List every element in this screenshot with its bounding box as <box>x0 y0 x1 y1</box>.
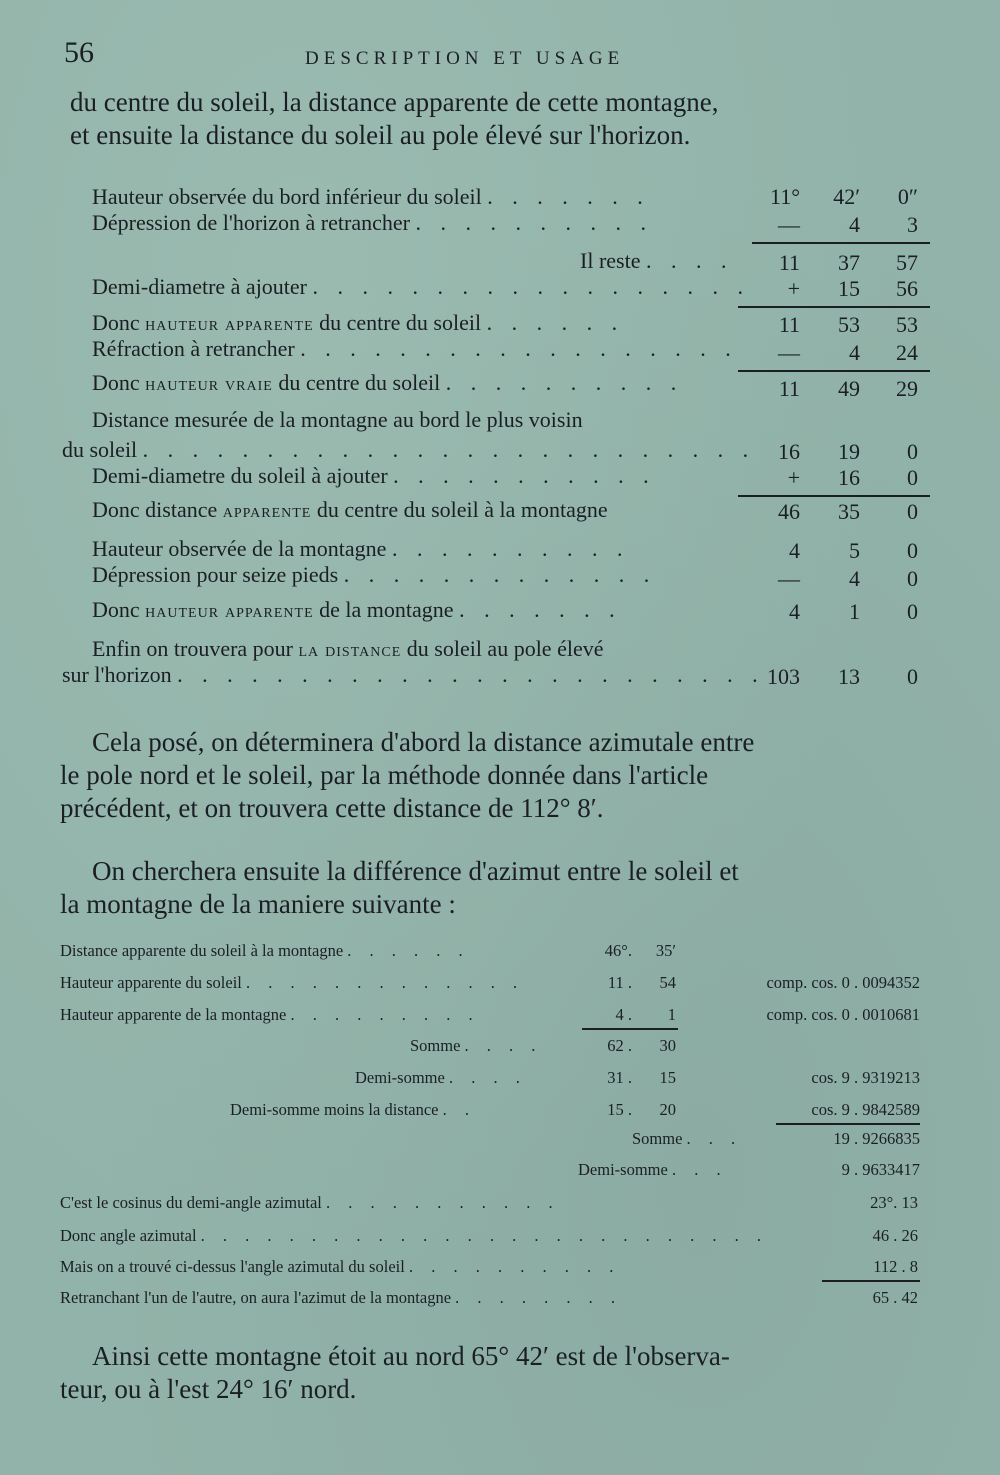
t1-row-13-min: 1 <box>849 599 860 624</box>
t1-row-1-deg: 11° <box>770 184 800 209</box>
t1-row-12-min: 4 <box>849 566 860 591</box>
rule <box>776 1123 920 1125</box>
t2-row-5-v1: 31 . <box>607 1068 632 1087</box>
t2-row-7-trig: 19 . 9266835 <box>833 1129 920 1148</box>
t2-row-12-label: Retranchant l'un de l'autre, on aura l'azimut de la montagne . . . . . . . . <box>60 1288 623 1307</box>
intro-line-2: et ensuite la distance du soleil au pole élevé sur l'horizon. <box>70 120 691 150</box>
t2-row-2-v2: 54 <box>659 973 676 992</box>
t1-row-2-label: Dépression de l'horizon à retrancher . . . . . . . . . . <box>92 210 653 235</box>
page-number: 56 <box>64 36 94 69</box>
t1-row-3-deg: 11 <box>778 250 800 275</box>
t1-row-10-deg: 46 <box>778 499 800 524</box>
t2-row-1-v2: 35′ <box>655 941 676 960</box>
t1-row-6-label: Réfraction à retrancher . . . . . . . . . . . . . . . . . . <box>92 336 738 361</box>
rule <box>582 1028 678 1030</box>
para3-line-2: la montagne de la maniere suivante : <box>60 889 456 919</box>
para3-line-1: On cherchera ensuite la différence d'azimut entre le soleil et <box>92 856 739 886</box>
t1-row-13-deg: 4 <box>789 599 800 624</box>
t2-row-11-val: 112 . 8 <box>873 1257 918 1276</box>
t1-row-12-label: Dépression pour seize pieds . . . . . . . . . . . . . <box>92 562 657 587</box>
t1-row-8-label-a: Distance mesurée de la montagne au bord le plus voisin <box>92 407 583 432</box>
t1-row-4-sec: 56 <box>896 276 918 301</box>
t1-row-13-label: Donc hauteur apparente de la montagne . . . . . . . <box>92 597 622 622</box>
t1-row-4-deg: + <box>787 276 800 301</box>
t1-row-6-sec: 24 <box>896 340 918 365</box>
t2-row-6-v1: 15 . <box>607 1100 632 1119</box>
t1-row-10-sec: 0 <box>907 499 918 524</box>
t2-row-8-label: Demi-somme . . . <box>578 1160 728 1179</box>
t2-row-7-label: Somme . . . <box>632 1129 743 1148</box>
t1-row-2-deg: — <box>778 212 800 237</box>
rule <box>752 242 930 244</box>
t1-row-5-label: Donc hauteur apparente du centre du soleil . . . . . . <box>92 310 625 335</box>
t2-row-6-v2: 20 <box>659 1100 676 1119</box>
t1-row-3-label: Il reste . . . . <box>580 248 734 273</box>
t2-row-11-label: Mais on a trouvé ci-dessus l'angle azimutal du soleil . . . . . . . . . . <box>60 1257 621 1276</box>
running-head: DESCRIPTION ET USAGE <box>305 48 625 69</box>
para2-line-1: Cela posé, on déterminera d'abord la distance azimutale entre <box>92 727 755 757</box>
t1-row-9-label: Demi-diametre du soleil à ajouter . . . . . . . . . . . <box>92 463 656 488</box>
t2-row-3-label: Hauteur apparente de la montagne . . . . . . . . . <box>60 1005 480 1024</box>
t1-row-12-sec: 0 <box>907 566 918 591</box>
t2-row-3-v1: 4 . <box>615 1005 632 1024</box>
t1-row-2-min: 4 <box>849 212 860 237</box>
t1-row-4-min: 15 <box>838 276 860 301</box>
t1-row-7-label: Donc hauteur vraie du centre du soleil . . . . . . . . . . <box>92 370 684 395</box>
t1-row-4-label: Demi-diametre à ajouter . . . . . . . . . . . . . . . . . . <box>92 274 751 299</box>
t2-row-4-v2: 30 <box>659 1036 676 1055</box>
t1-row-10-min: 35 <box>838 499 860 524</box>
intro-line-1: du centre du soleil, la distance apparente de cette montagne, <box>70 87 719 117</box>
t1-row-14-deg: 103 <box>767 664 800 689</box>
t1-row-11-sec: 0 <box>907 538 918 563</box>
t2-row-8-trig: 9 . 9633417 <box>841 1160 920 1179</box>
t2-row-5-trig: cos. 9 . 9319213 <box>811 1068 920 1087</box>
t1-row-8-deg: 16 <box>778 439 800 464</box>
t1-row-1-min: 42′ <box>833 184 860 209</box>
t1-row-8-label-b: du soleil . . . . . . . . . . . . . . . . . . . . . . . . . <box>62 437 756 462</box>
t2-row-1-v1: 46°. <box>604 941 632 960</box>
t2-row-9-label: C'est le cosinus du demi-angle azimutal . . . . . . . . . . . <box>60 1193 560 1212</box>
t1-row-14-label-b: sur l'horizon . . . . . . . . . . . . . . . . . . . . . . . . <box>62 662 765 687</box>
t1-row-9-min: 16 <box>838 465 860 490</box>
t1-row-2-sec: 3 <box>907 212 918 237</box>
t1-row-14-min: 13 <box>838 664 860 689</box>
t2-row-5-v2: 15 <box>659 1068 676 1087</box>
t1-row-8-min: 19 <box>838 439 860 464</box>
t2-row-4-label: Somme . . . . <box>410 1036 543 1055</box>
t1-row-14-sec: 0 <box>907 664 918 689</box>
t2-row-1-label: Distance apparente du soleil à la montagne . . . . . . <box>60 941 470 960</box>
t2-row-2-trig: comp. cos. 0 . 0094352 <box>766 973 920 992</box>
t1-row-12-deg: — <box>778 566 800 591</box>
t1-row-1-sec: 0″ <box>897 184 918 209</box>
rule <box>738 306 930 308</box>
t2-row-9-val: 23°. 13 <box>870 1193 918 1212</box>
t1-row-6-min: 4 <box>849 340 860 365</box>
conclusion-line-1: Ainsi cette montagne étoit au nord 65° 42′ est de l'observa- <box>92 1341 730 1371</box>
t2-row-12-val: 65 . 42 <box>872 1288 918 1307</box>
t1-row-9-sec: 0 <box>907 465 918 490</box>
t1-row-11-deg: 4 <box>789 538 800 563</box>
rule <box>738 370 930 372</box>
rule <box>822 1280 920 1282</box>
t2-row-10-label: Donc angle azimutal . . . . . . . . . . . . . . . . . . . . . . . . . . <box>60 1226 769 1245</box>
t1-row-9-deg: + <box>787 465 800 490</box>
t1-row-5-sec: 53 <box>896 312 918 337</box>
t1-row-5-min: 53 <box>838 312 860 337</box>
t1-row-3-min: 37 <box>838 250 860 275</box>
t2-row-5-label: Demi-somme . . . . <box>355 1068 527 1087</box>
para2-line-3: précédent, et on trouvera cette distance de 112° 8′. <box>60 793 604 823</box>
t2-row-2-label: Hauteur apparente du soleil . . . . . . . . . . . . . <box>60 973 525 992</box>
t1-row-11-min: 5 <box>849 538 860 563</box>
t1-row-3-sec: 57 <box>896 250 918 275</box>
t1-row-10-label: Donc distance apparente du centre du soleil à la montagne <box>92 497 608 522</box>
t1-row-14-label-a: Enfin on trouvera pour la distance du soleil au pole élevé <box>92 636 604 661</box>
t2-row-3-trig: comp. cos. 0 . 0010681 <box>766 1005 920 1024</box>
rule <box>738 495 930 497</box>
t1-row-8-sec: 0 <box>907 439 918 464</box>
t1-row-5-deg: 11 <box>778 312 800 337</box>
t2-row-2-v1: 11 . <box>607 973 632 992</box>
t1-row-1-label: Hauteur observée du bord inférieur du soleil . . . . . . . <box>92 184 650 209</box>
t1-row-13-sec: 0 <box>907 599 918 624</box>
t1-row-6-deg: — <box>778 340 800 365</box>
t1-row-7-min: 49 <box>838 376 860 401</box>
t1-row-11-label: Hauteur observée de la montagne . . . . . . . . . . <box>92 536 630 561</box>
t1-row-7-sec: 29 <box>896 376 918 401</box>
t2-row-3-v2: 1 <box>667 1005 676 1024</box>
t2-row-10-val: 46 . 26 <box>872 1226 918 1245</box>
t1-row-7-deg: 11 <box>778 376 800 401</box>
para2-line-2: le pole nord et le soleil, par la méthode donnée dans l'article <box>60 760 709 790</box>
t2-row-6-trig: cos. 9 . 9842589 <box>811 1100 920 1119</box>
t2-row-6-label: Demi-somme moins la distance . . <box>230 1100 476 1119</box>
t2-row-4-v1: 62 . <box>607 1036 632 1055</box>
conclusion-line-2: teur, ou à l'est 24° 16′ nord. <box>60 1374 357 1404</box>
